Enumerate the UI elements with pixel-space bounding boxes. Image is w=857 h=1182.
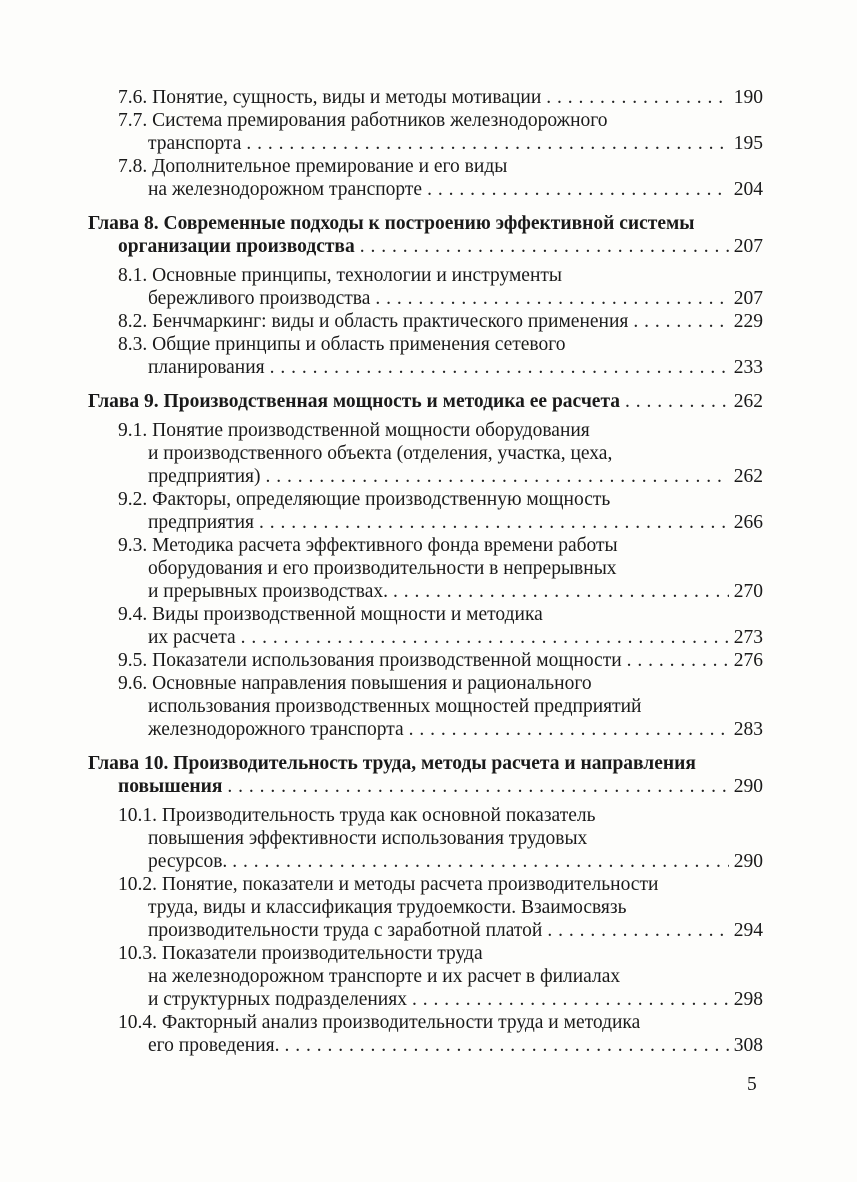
toc-entry-title: производительности труда с заработной платой <box>148 920 543 941</box>
toc-entry-10-3[interactable] <box>148 988 763 1012</box>
toc-page-number: 190 <box>733 87 763 108</box>
dot-leader <box>427 178 729 202</box>
toc-entry-7-7[interactable] <box>148 132 763 156</box>
toc-entry-8-1[interactable] <box>148 287 763 311</box>
dot-leader <box>266 465 729 489</box>
toc-entry-9-2[interactable] <box>148 511 763 535</box>
chapter-heading: Глава 8. Современные подходы к построению эффективной системы <box>88 213 695 234</box>
toc-entry-title: 7.7. Система премирования работников железнодорожного <box>118 110 608 131</box>
dot-leader <box>259 511 729 535</box>
dot-leader <box>246 132 728 156</box>
toc-entry-8-2[interactable] <box>118 310 763 334</box>
toc-entry-title: 9.5. Показатели использования производственной мощности <box>118 650 622 671</box>
toc-entry-9-3[interactable] <box>148 580 763 604</box>
toc-entry-title: 10.3. Показатели производительности труда <box>118 943 483 964</box>
dot-leader <box>547 919 728 943</box>
toc-entry-10-1[interactable] <box>148 850 763 874</box>
dot-leader <box>412 988 729 1012</box>
toc-entry-title: 9.3. Методика расчета эффективного фонда времени работы <box>118 535 618 556</box>
toc-entry-title: бережливого производства <box>148 288 371 309</box>
dot-leader <box>270 356 729 380</box>
toc-entry-title: 8.3. Общие принципы и область применения сетевого <box>118 334 566 355</box>
toc-entry-title: оборудования и его производительности в непрерывных <box>148 558 617 579</box>
toc-page-number: 276 <box>733 650 763 671</box>
toc-entry-7-8[interactable] <box>148 178 763 202</box>
dot-leader <box>546 86 728 110</box>
toc-entry-10-4[interactable] <box>148 1034 763 1058</box>
toc-entry-title: на железнодорожном транспорте и их расчет в филиалах <box>148 966 621 987</box>
toc-page-number: 195 <box>733 133 763 154</box>
toc-entry-title: 7.8. Дополнительное премирование и его виды <box>118 156 508 177</box>
toc-page-number: 308 <box>733 1035 763 1056</box>
toc-entry-title: планирования <box>148 357 265 378</box>
toc-page-number: 229 <box>733 311 763 332</box>
dot-leader <box>375 287 728 311</box>
toc-chapter-8[interactable] <box>118 235 763 259</box>
toc-page-number: 270 <box>733 581 763 602</box>
toc-entry-title: 10.4. Факторный анализ производительности труда и методика <box>118 1012 641 1033</box>
toc-chapter-10[interactable] <box>118 775 763 799</box>
toc-entry-title: предприятия) <box>148 466 261 487</box>
toc-entry-10-2[interactable] <box>148 919 763 943</box>
toc-entry-title: его проведения. <box>148 1035 280 1056</box>
toc-entry-title: транспорта <box>148 133 242 154</box>
toc-page-number: 283 <box>733 719 763 740</box>
toc-page-number: 298 <box>733 989 763 1010</box>
toc-entry-title: 9.2. Факторы, определяющие производственную мощность <box>118 489 611 510</box>
dot-leader <box>625 390 729 414</box>
dot-leader <box>393 580 729 604</box>
dot-leader <box>360 235 729 259</box>
dot-leader <box>232 850 728 874</box>
toc-entry-title: и структурных подразделениях <box>148 989 407 1010</box>
dot-leader <box>227 775 728 799</box>
toc-page-number: 207 <box>733 236 763 257</box>
chapter-heading: Глава 9. Производственная мощность и методика ее расчета <box>88 391 621 412</box>
toc-entry-title: железнодорожного транспорта <box>148 719 404 740</box>
toc-page-number: 204 <box>733 179 763 200</box>
toc-entry-title: 8.1. Основные принципы, технологии и инструменты <box>118 265 562 286</box>
dot-leader <box>633 310 728 334</box>
toc-page-number: 273 <box>733 627 763 648</box>
toc-entry-title: 9.1. Понятие производственной мощности оборудования <box>118 420 590 441</box>
page-number: 5 <box>747 1074 757 1095</box>
toc-entry-title: 7.6. Понятие, сущность, виды и методы мотивации <box>118 87 542 108</box>
toc-chapter-9[interactable] <box>88 390 763 414</box>
dot-leader <box>241 626 729 650</box>
toc-entry-title: труда, виды и классификация трудоемкости. Взаимосвязь <box>148 897 627 918</box>
toc-page-number: 290 <box>733 851 763 872</box>
toc-entry-7-6[interactable] <box>118 86 763 110</box>
toc-entry-9-5[interactable] <box>118 649 763 673</box>
toc-entry-title: 10.1. Производительность труда как основной показатель <box>118 805 596 826</box>
toc-page-number: 207 <box>733 288 763 309</box>
toc-page-number: 294 <box>733 920 763 941</box>
toc-entry-8-3[interactable] <box>148 356 763 380</box>
toc-entry-title: предприятия <box>148 512 255 533</box>
toc-entry-title: 8.2. Бенчмаркинг: виды и область практического применения <box>118 311 629 332</box>
toc-entry-title: использования производственных мощностей предприятий <box>148 696 642 717</box>
toc-page-number: 266 <box>733 512 763 533</box>
toc-entry-title: повышения эффективности использования трудовых <box>148 828 588 849</box>
toc-entry-title: их расчета <box>148 627 236 648</box>
chapter-heading: организации производства <box>118 236 355 257</box>
chapter-heading: повышения <box>118 776 223 797</box>
toc-entry-9-1[interactable] <box>148 465 763 489</box>
toc-entry-title: 10.2. Понятие, показатели и методы расчета производительности <box>118 874 659 895</box>
toc-page-number: 290 <box>733 776 763 797</box>
toc-entry-9-6[interactable] <box>148 718 763 742</box>
toc-entry-title: 9.6. Основные направления повышения и рационального <box>118 673 592 694</box>
toc-entry-title: и прерывных производствах. <box>148 581 389 602</box>
chapter-heading: Глава 10. Производительность труда, методы расчета и направления <box>88 753 696 774</box>
toc-entry-title: ресурсов. <box>148 851 228 872</box>
toc-page-number: 233 <box>733 357 763 378</box>
toc-page-number: 262 <box>733 466 763 487</box>
toc-entry-title: 9.4. Виды производственной мощности и методика <box>118 604 543 625</box>
dot-leader <box>285 1034 729 1058</box>
dot-leader <box>627 649 729 673</box>
toc-page-number: 262 <box>733 391 763 412</box>
toc-entry-9-4[interactable] <box>148 626 763 650</box>
toc-entry-title: и производственного объекта (отделения, участка, цеха, <box>148 443 613 464</box>
toc-entry-title: на железнодорожном транспорте <box>148 179 423 200</box>
dot-leader <box>409 718 729 742</box>
